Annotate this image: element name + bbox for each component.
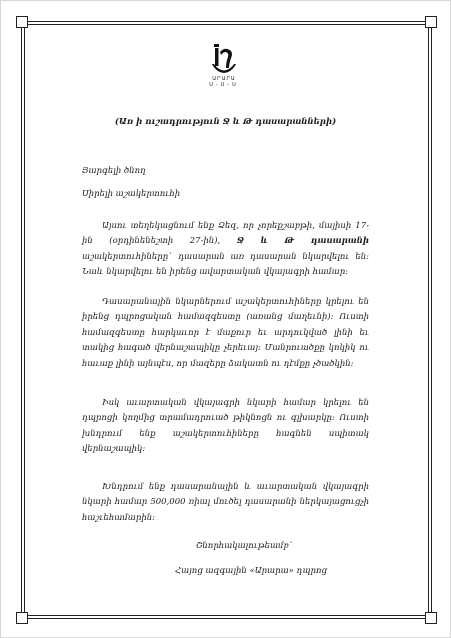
school-emblem-icon (209, 42, 239, 76)
document-subtitle: (Առ ի ուշադրություն Ջ և Թ դասարանների) (114, 117, 337, 127)
signature: Հայոց ազգային «Արարա» դպրոց (175, 566, 327, 576)
logo-wordmark: ԱՐԱՐԱ (212, 76, 236, 82)
border-corner-ornament (16, 612, 28, 624)
paragraph-announcement (82, 219, 369, 281)
paragraph-text: աշակերտուհիները` դասարան առ դասարան նկարվելու են: Նաև նկարվելու են իրենց ավարտական վկայագրի համար: (82, 251, 369, 278)
border-corner-ornament (425, 16, 437, 28)
closing-thanks: Շնորհակալութեամբ` (196, 541, 293, 551)
paragraph-payment: Խնդրում ենք դասարանային և աւարտական վկայագրի նկարի համար 500,000 ռիալ մուծել դասարանի ներկայացուցչի հաշւեհամարին: (82, 482, 369, 523)
school-logo (203, 42, 245, 94)
border-corner-ornament (16, 16, 28, 28)
paragraph-uniform: Դասարանային նկարներում աշակերտուհիները կրելու են իրենց դպրոցական համազգեստը (առանց մաղեւնի): Ուստի համազգեստը հարկաւոր է մաքուր եւ արդուկված լինի եւ տակից հագած վերնաշապիկը չերեւայ: Մանրուածքը կոկիկ ու հաւաք լինի այնպէս, որ մազերը ձակատն ու դէմքը չծածկին: (82, 297, 369, 369)
salutation-student: Սիրելի աշակերտուհի (82, 189, 181, 199)
border-corner-ornament (425, 612, 437, 624)
salutation-parent: Յարգելի ծնող (82, 166, 146, 176)
paragraph-graduation-photo: Իսկ աւարտական վկայագրի նկարի համար կրելու են դպրոցի կողմից տրամադրուած թիկնոցն ու գլխարկը: Ուստի խնդրում ենք աշակերտուհիները հագնեն սպիտակ վերնաշապիկ: (82, 398, 369, 455)
logo-subtext: Ս-Ս-Ս (209, 82, 239, 88)
paragraph-text: Այսու տեղեկացնում ենք Ձեզ, որ չորեքշաբթի, մայիսի 17-ին (օրդինենեշտի 27-ին), (82, 221, 369, 247)
highlighted-classes: Ջ և Թ դասարանի (236, 236, 370, 247)
